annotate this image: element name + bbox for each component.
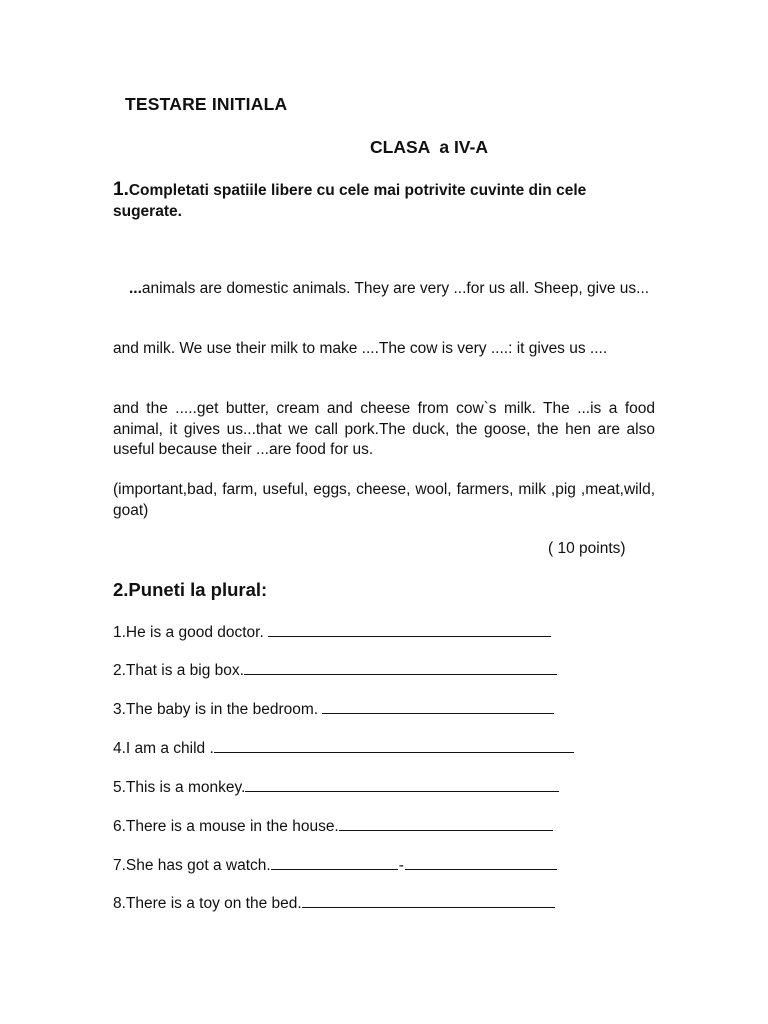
plural-item-text: 7.She has got a watch.	[113, 857, 271, 874]
plural-item	[113, 855, 557, 875]
plural-item-text: 1.He is a good doctor.	[113, 624, 269, 641]
plural-item-text: 4.I am a child .	[113, 740, 214, 757]
paragraph-text: and milk. We use their milk to make ....The cow is very ....: it gives us ....	[113, 340, 608, 357]
document-title: TESTARE INITIALA	[125, 94, 288, 114]
answer-blank[interactable]	[302, 893, 555, 908]
exercise-1-paragraph	[113, 399, 655, 461]
blank-lead: ...	[129, 280, 142, 297]
answer-blank[interactable]	[268, 622, 551, 637]
plural-item-text: 3.The baby is in the bedroom.	[113, 701, 323, 718]
plural-item	[113, 660, 557, 680]
paragraph-text: animals are domestic animals. They are very ...for us all. Sheep, give us...	[141, 280, 650, 297]
exercise-1-number: 1.	[113, 179, 129, 200]
exercise-2-heading: 2.Puneti la plural:	[113, 579, 268, 600]
answer-blank[interactable]	[214, 738, 574, 753]
plural-item	[113, 816, 553, 836]
answer-blank[interactable]	[271, 855, 398, 870]
answer-blank[interactable]	[245, 777, 559, 792]
exercise-1-instruction: Completati spatiile libere cu cele mai potrivite cuvinte din cele sugerate.	[113, 182, 587, 220]
plural-item	[113, 777, 559, 797]
plural-item	[113, 893, 555, 913]
answer-blank[interactable]	[244, 660, 557, 675]
plural-item	[113, 699, 554, 719]
document-subtitle: CLASA a IV-A	[370, 137, 488, 157]
answer-blank[interactable]	[405, 855, 557, 870]
exercise-1-heading	[113, 179, 655, 222]
plural-item-text: 6.There is a mouse in the house.	[113, 818, 339, 835]
paragraph-text: and the .....get butter, cream and cheese from cow`s milk. The ...is a food animal, it gives us...that we call pork.The duck, the goose, the hen are also useful because their ...are food for us.	[113, 400, 655, 458]
word-bank-text: (important,bad, farm, useful, eggs, cheese, wool, farmers, milk ,pig ,meat,wild, goat)	[113, 481, 655, 519]
plural-item-text: 2.That is a big box.	[113, 662, 244, 679]
exercise-1-paragraph	[113, 279, 655, 300]
blank-separator: -	[398, 857, 404, 874]
answer-blank[interactable]	[339, 816, 553, 831]
plural-item	[113, 738, 574, 758]
word-bank	[113, 480, 655, 521]
plural-item-text: 5.This is a monkey.	[113, 779, 246, 796]
exercise-1-paragraph	[113, 339, 655, 360]
plural-item-text: 8.There is a toy on the bed.	[113, 895, 302, 912]
plural-item	[113, 622, 551, 642]
points-label: ( 10 points)	[548, 540, 626, 557]
answer-blank[interactable]	[322, 699, 554, 714]
